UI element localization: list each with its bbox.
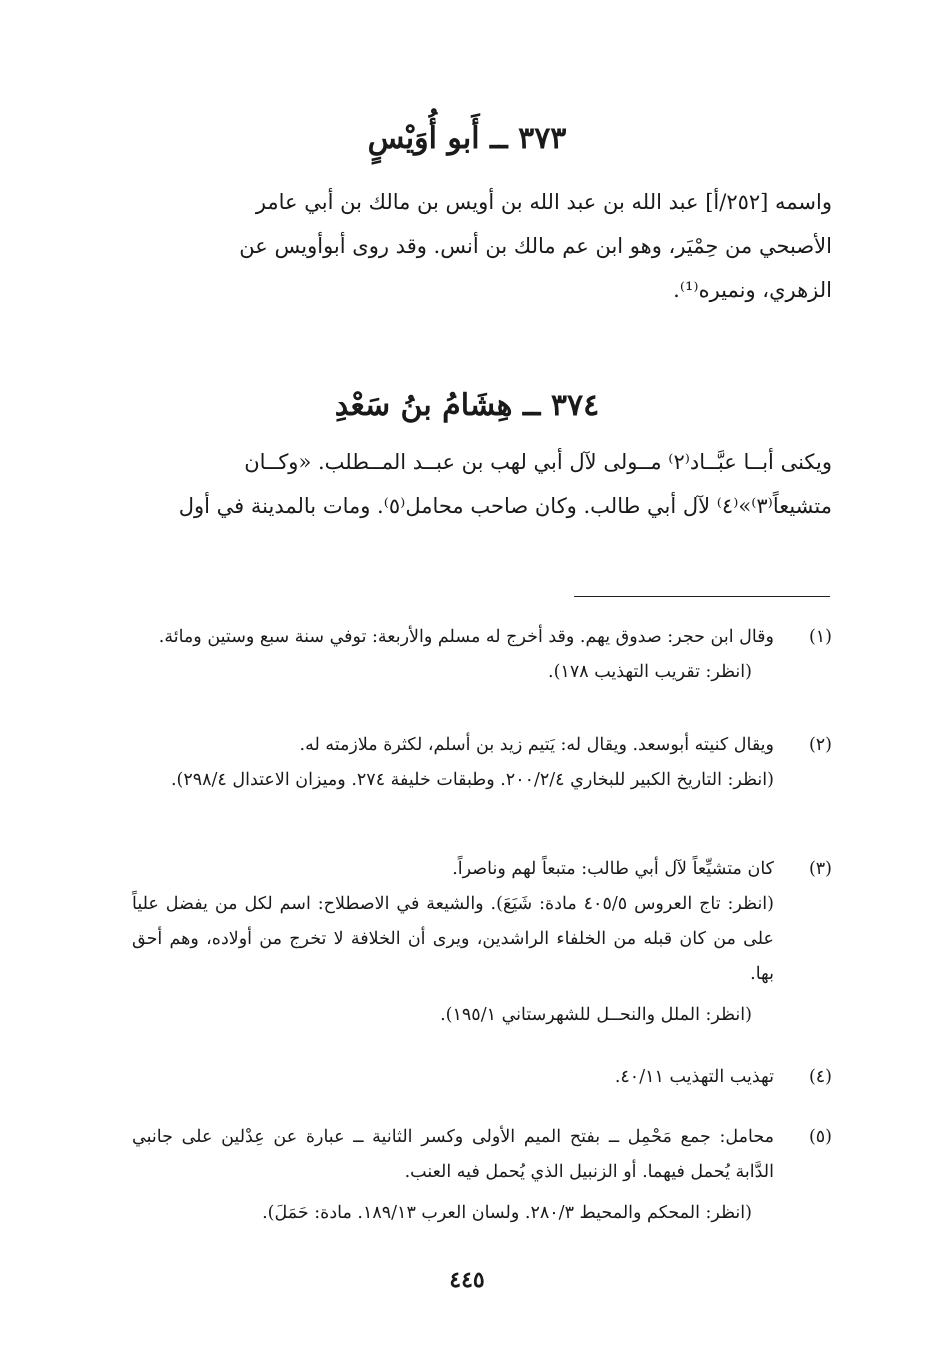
footnote-3 [132,852,832,1033]
footnote-reference: (انظر: المحكم والمحيط ٢٨٠/٣. ولسان العرب ١٨٩/١٣. مادة: حَمَلَ). [262,1203,752,1223]
footnote-2 [132,728,832,798]
entry-374-body [132,440,832,528]
entry-373-line: واسمه [٢٥٢/أ] عبد الله بن عبد الله بن أويس بن مالك بن أبي عامر [255,190,832,214]
footnote-4 [132,1060,832,1095]
footnote-reference: (انظر: التاريخ الكبير للبخاري ٢٠٠/٢/٤. وطبقات خليفة ٢٧٤. وميزان الاعتدال ٢٩٨/٤). [170,770,774,790]
footnote-text: كان متشيِّعاً لآل أبي طالب: متبعاً لهم وناصراً. [452,859,774,879]
footnote-number: (١) [808,627,832,647]
entry-373-line: الأصبحي من حِمْيَر، وهو ابن عم مالك بن أنس. وقد روى أبوأويس عن [239,234,832,258]
footnote-reference: (انظر: تاج العروس ٤٠٥/٥ مادة: شَيَعَ). والشيعة في الاصطلاح: اسم لكل من يفضل علياً على من كان قبله من الخلفاء الراشدين، ويرى أن الخلافة لا تخرج من أولاده، وهم أحق بها. [132,894,775,984]
footnote-text: محامل: جمع مَحْمِل ــ بفتح الميم الأولى وكسر الثانية ــ عبارة عن عِدْلين على جانبي الدَّابة يُحمل فيهما. أو الزنبيل الذي يُحمل فيه العنب. [132,1127,774,1182]
footnote-number: (٢) [808,735,832,755]
footnote-text: ويقال كنيته أبوسعد. ويقال له: يَتيم زيد بن أسلم، لكثرة ملازمته له. [299,735,774,755]
footnote-number: (٣) [808,859,832,879]
footnote-reference: (انظر: تقريب التهذيب ١٧٨). [548,662,752,682]
footnote-number: (٥) [808,1127,832,1147]
footnote-text: تهذيب التهذيب ٤٠/١١. [614,1067,774,1087]
footnote-1 [132,620,832,690]
entry-374-heading: ٣٧٤ ــ هِشَامُ بنُ سَعْدِ [334,388,600,423]
footnote-reference: (انظر: الملل والنحــل للشهرستاني ١٩٥/١). [440,1005,752,1025]
footnote-divider [574,596,830,597]
entry-374-line: ويكنى أبــا عبَّــاد⁽٢⁾ مــولى لآل أبي لهب بن عبــد المــطلب. «وكــان [244,450,832,474]
entry-373-body [132,180,832,312]
entry-373-heading: ٣٧٣ ــ أَبو أُوَيْسٍ [367,121,567,156]
entry-374-line: متشيعاً⁽٣⁾»⁽٤⁾ لآل أبي طالب. وكان ﺻﺎحب محامل⁽٥⁾. ومات بالمدينة في أول [178,494,832,518]
entry-373-line: الزهري، ونميره⁽¹⁾. [673,278,832,302]
page-number: ٤٤٥ [449,1267,485,1293]
footnote-number: (٤) [808,1067,832,1087]
footnote-text: وقال ابن حجر: صدوق يهم. وقد أخرج له مسلم والأربعة: توفي سنة سبع وستين ومائة. [158,627,774,647]
footnote-5 [132,1120,832,1231]
